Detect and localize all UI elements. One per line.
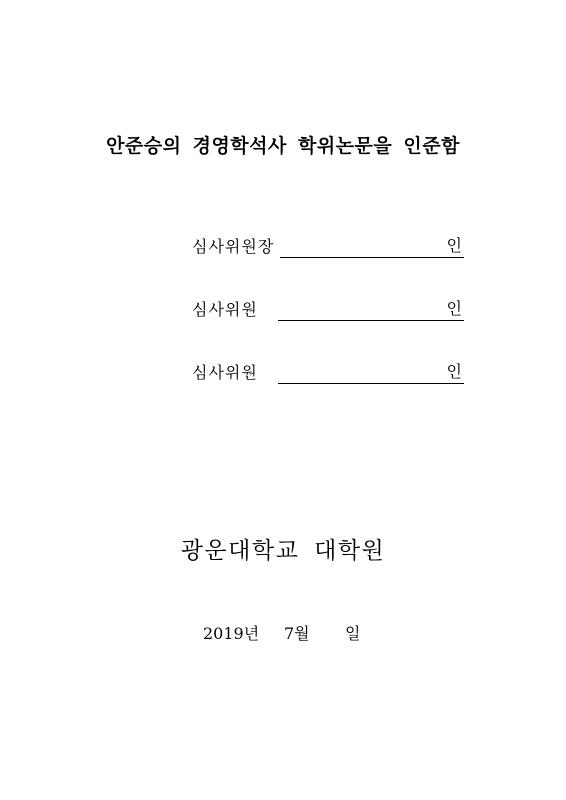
date-year: 2019년 [203,624,260,643]
university-name: 광운대학교 대학원 [180,538,386,564]
date-day: 일 [345,624,361,643]
signature-label: 심사위원장 [192,237,275,256]
signature-line [278,320,464,321]
date-month: 7월 [284,624,310,643]
signature-label: 심사위원 [192,300,258,319]
signature-label: 심사위원 [192,363,258,382]
signature-line [278,383,464,384]
page-title: 안준승의 경영학석사 학위논문을 인준함 [106,135,460,157]
seal-mark: 인 [446,236,462,255]
approval-date [0,621,566,647]
signature-row-chair [192,234,464,262]
signature-row-member-1 [192,297,464,325]
seal-mark: 인 [446,362,462,381]
seal-mark: 인 [446,299,462,318]
signature-line [280,257,464,258]
signature-row-member-2 [192,360,464,388]
